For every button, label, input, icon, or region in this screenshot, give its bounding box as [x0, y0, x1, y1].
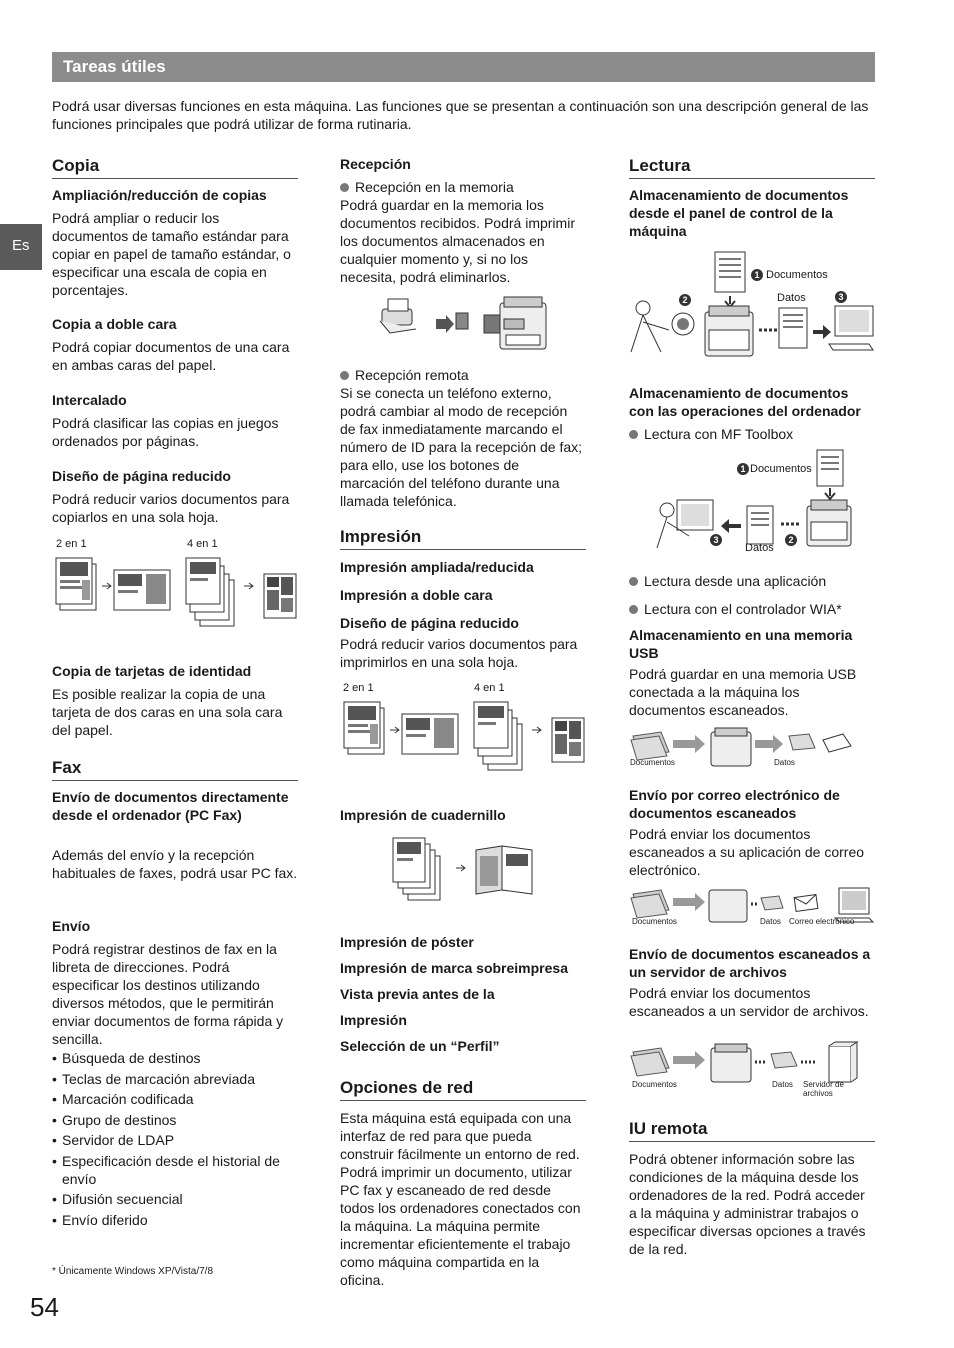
- d2-documentos-label: Documentos: [750, 463, 812, 475]
- d3-documentos-label: Documentos: [630, 758, 675, 767]
- list-item: • Búsqueda de destinos: [52, 1049, 298, 1067]
- list-item: • Marcación codificada: [52, 1090, 298, 1108]
- lectura-b3-label: Lectura con el controlador WIA*: [644, 601, 842, 617]
- bullet-dot: [340, 371, 349, 380]
- iu-text: Podrá obtener información sobre las condiciones de la máquina desde los ordenadores de la red. Podrá acceder a la máquina y administrar trabajos o especificar diversas opciones a través de la red.: [629, 1151, 866, 1257]
- fax-s1-text: Además del envío y la recepción habituales de faxes, podrá usar PC fax.: [52, 847, 298, 881]
- lectura-heading: Lectura: [629, 156, 875, 179]
- booklet-print-illustration: [340, 834, 586, 914]
- impresion-4en1-label: 4 en 1: [474, 682, 505, 694]
- lectura-s3-title: Almacenamiento en una memoria USB: [629, 627, 853, 661]
- step-2-marker: 2: [785, 534, 797, 546]
- fax-heading: Fax: [52, 758, 298, 781]
- copia-4en1-label: 4 en 1: [187, 538, 218, 550]
- d1-documentos-label: Documentos: [766, 269, 828, 281]
- section-banner: [52, 52, 875, 82]
- d4-datos-label: Datos: [760, 917, 781, 926]
- step-1-marker: 1: [751, 269, 763, 281]
- recepcion-b1-title: [340, 178, 586, 196]
- list-item: • Teclas de marcación abreviada: [52, 1070, 298, 1088]
- lectura-b1-label: Lectura con MF Toolbox: [644, 426, 794, 442]
- d2-datos-label: Datos: [745, 542, 774, 554]
- recepcion-b1-text: Podrá guardar en la memoria los documentos recibidos. Podrá imprimir los documentos almacenados en cualquier momento y, si no los necesita, podrá eliminarlos.: [340, 197, 575, 285]
- list-item: • Grupo de destinos: [52, 1111, 298, 1129]
- control-panel-scan-illustration: [629, 250, 875, 360]
- lectura-b1: [629, 425, 875, 443]
- lectura-s3-text: Podrá guardar en una memoria USB conectada a la máquina los documentos escaneados.: [629, 666, 857, 718]
- impresion-s8: Impresión: [340, 1012, 407, 1028]
- copia-s4-title: Diseño de página reducido: [52, 468, 231, 484]
- impresion-s6: Impresión de marca sobreimpresa: [340, 960, 568, 976]
- d3-datos-label: Datos: [774, 758, 795, 767]
- lectura-b2-label: Lectura desde una aplicación: [644, 573, 827, 589]
- impresion-s9: Selección de un “Perfil”: [340, 1038, 500, 1054]
- impresion-s5: Impresión de póster: [340, 934, 474, 950]
- list-item: • Servidor de LDAP: [52, 1131, 298, 1149]
- impresion-s4: Impresión de cuadernillo: [340, 807, 506, 823]
- section-title: Tareas útiles: [63, 57, 166, 76]
- copia-s1-title: Ampliación/reducción de copias: [52, 187, 267, 203]
- red-text: Esta máquina está equipada con una interfaz de red para que pueda construir fácilmente un entorno de red. Podrá imprimir un documento, utilizar PC fax y escaneado de red desde todos los ordenadores conectados con la máquina. La máquina permite incrementar eficientemente el trabajo como máquina compartida en la oficina.: [340, 1110, 581, 1288]
- impresion-reduced-layout-illustration: [340, 696, 586, 781]
- lectura-s5-title: Envío de documentos escaneados a un servidor de archivos: [629, 946, 871, 980]
- impresion-s3: Diseño de página reducido: [340, 615, 519, 631]
- copia-s2-title: Copia a doble cara: [52, 316, 177, 332]
- lectura-b3: [629, 600, 875, 618]
- step-3-marker: 3: [835, 291, 847, 303]
- copia-s3-text: Podrá clasificar las copias en juegos ordenados por páginas.: [52, 415, 279, 449]
- impresion-s2: Impresión a doble cara: [340, 587, 493, 603]
- footnote: * Únicamente Windows XP/Vista/7/8: [52, 1266, 214, 1277]
- recepcion-b2-title: [340, 366, 586, 384]
- lectura-s4-title: Envío por correo electrónico de documentos escaneados: [629, 787, 840, 821]
- lectura-s1-title: Almacenamiento de documentos desde el panel de control de la máquina: [629, 187, 849, 239]
- language-tab: [0, 224, 42, 270]
- fax-s2-title: Envío: [52, 918, 91, 934]
- d1-datos-label: Datos: [777, 292, 806, 304]
- step-2-marker: 2: [679, 294, 691, 306]
- copia-s2-text: Podrá copiar documentos de una cara en ambas caras del papel.: [52, 339, 290, 373]
- iu-heading: IU remota: [629, 1119, 875, 1142]
- impresion-s3-text: Podrá reducir varios documentos para imprimirlos en una sola hoja.: [340, 636, 578, 670]
- list-item: • Especificación desde el historial de envío: [52, 1152, 298, 1188]
- recepcion-title: Recepción: [340, 156, 411, 172]
- d5-datos-label: Datos: [772, 1080, 793, 1089]
- list-item: • Difusión secuencial: [52, 1190, 298, 1208]
- fax-s2-text: Podrá registrar destinos de fax en la libreta de direcciones. Podrá especificar los destinos utilizando diversos métodos, que le permitirán enviar documentos de forma rápida y sencilla.: [52, 941, 284, 1047]
- d5-documentos-label: Documentos: [632, 1080, 677, 1089]
- recepcion-b2-label: Recepción remota: [355, 367, 469, 383]
- bullet-dot: [629, 430, 638, 439]
- impresion-heading: Impresión: [340, 527, 586, 550]
- impresion-s7: Vista previa antes de la: [340, 986, 495, 1002]
- step-3-marker: 3: [710, 534, 722, 546]
- impresion-2en1-label: 2 en 1: [343, 682, 374, 694]
- fax-s1-title: Envío de documentos directamente desde el ordenador (PC Fax): [52, 789, 289, 823]
- copia-s5-text: Es posible realizar la copia de una tarjeta de dos caras en una sola cara del papel.: [52, 686, 283, 738]
- lectura-s5-text: Podrá enviar los documentos escaneados a un servidor de archivos.: [629, 985, 869, 1019]
- recepcion-b2-text: Si se conecta un teléfono externo, podrá cambiar al modo de recepción de fax inmediatamente marcando el número de ID para la recepción de fax; para ello, use los botones de marcación del teléfono durante una llamada telefónica.: [340, 385, 583, 509]
- d4-correo-label: Correo electrónico: [789, 917, 855, 926]
- d5-servidor-label: Servidor de archivos: [803, 1080, 844, 1098]
- lectura-s2-title: Almacenamiento de documentos con las operaciones del ordenador: [629, 385, 861, 419]
- list-item: • Envío diferido: [52, 1211, 298, 1229]
- recepcion-b1-label: Recepción en la memoria: [355, 179, 514, 195]
- copia-s4-text: Podrá reducir varios documentos para copiarlos en una sola hoja.: [52, 491, 290, 525]
- bullet-dot: [629, 577, 638, 586]
- lectura-b2: [629, 572, 875, 590]
- copia-s5-title: Copia de tarjetas de identidad: [52, 663, 252, 679]
- copia-2en1-label: 2 en 1: [56, 538, 87, 550]
- bullet-dot: [340, 183, 349, 192]
- copia-s1-text: Podrá ampliar o reducir los documentos de tamaño estándar para copiar en papel de tamaño estándar, o especificar una escala de copia en porcentajes.: [52, 210, 291, 298]
- impresion-s1: Impresión ampliada/reducida: [340, 559, 534, 575]
- copia-heading: Copia: [52, 156, 298, 179]
- fax-destinations-list: [52, 1049, 298, 1231]
- intro-text: Podrá usar diversas funciones en esta máquina. Las funciones que se presentan a continuación son una descripción general de las funciones principales que podrá utilizar de forma rutinaria.: [52, 98, 869, 132]
- language-tab-label: Es: [12, 237, 30, 254]
- page-number: 54: [30, 1292, 59, 1322]
- copia-reduced-layout-illustration: [52, 552, 298, 637]
- step-1-marker: 1: [737, 463, 749, 475]
- copia-s3-title: Intercalado: [52, 392, 127, 408]
- lectura-s4-text: Podrá enviar los documentos escaneados a su aplicación de correo electrónico.: [629, 826, 865, 878]
- memory-reception-illustration: [340, 293, 586, 361]
- d4-documentos-label: Documentos: [632, 917, 677, 926]
- bullet-dot: [629, 605, 638, 614]
- red-heading: Opciones de red: [340, 1078, 586, 1101]
